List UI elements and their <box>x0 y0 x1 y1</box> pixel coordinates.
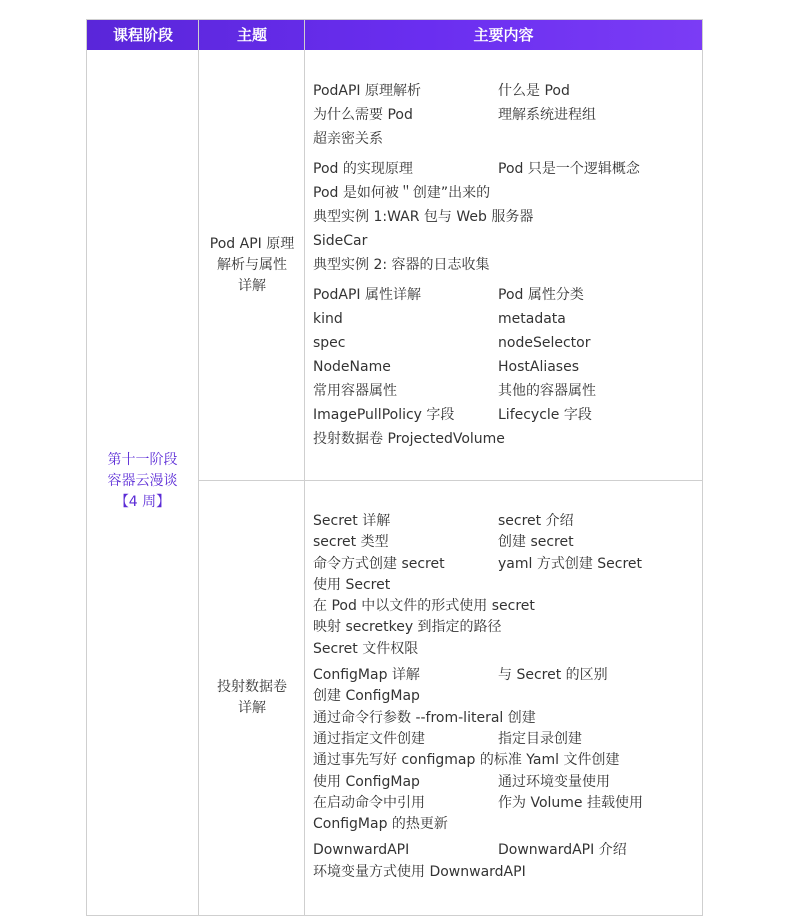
content-item: 在启动命令中引用 <box>313 794 425 811</box>
content-row <box>313 840 698 861</box>
content-row <box>313 253 698 277</box>
content-item-secondary: DownwardAPI 介绍 <box>498 842 627 859</box>
content-item-secondary: 什么是 Pod <box>498 83 570 99</box>
content-item: 命令方式创建 secret <box>313 555 445 572</box>
content-item: kind <box>313 311 343 327</box>
content-item-secondary: yaml 方式创建 Secret <box>498 555 643 572</box>
topic-line: 详解 <box>238 278 266 294</box>
column-divider-2 <box>304 20 305 915</box>
content-item: 投射数据卷 ProjectedVolume <box>313 431 505 447</box>
content-row <box>313 79 698 103</box>
content-row <box>313 403 698 427</box>
header-topic: 主题 <box>236 26 267 44</box>
topic-line: 解析与属性 <box>217 257 287 273</box>
topic-line: 投射数据卷 <box>217 679 287 695</box>
content-item-secondary: nodeSelector <box>498 335 591 351</box>
content-row <box>313 862 698 883</box>
table-header <box>87 20 702 50</box>
header-stage: 课程阶段 <box>112 26 173 44</box>
course-table <box>86 19 703 916</box>
content-item: 典型实例 1:WAR 包与 Web 服务器 <box>313 209 534 225</box>
content-item: 典型实例 2: 容器的日志收集 <box>313 257 490 273</box>
content-row <box>313 511 698 532</box>
content-row <box>313 617 698 638</box>
content-item: 常用容器属性 <box>313 383 397 399</box>
content-item-secondary: 作为 Volume 挂载使用 <box>498 794 643 811</box>
content-item: PodAPI 原理解析 <box>313 83 421 99</box>
topic-line: 详解 <box>238 700 266 716</box>
content-row <box>313 554 698 575</box>
content-item-secondary: Pod 属性分类 <box>498 287 584 303</box>
content-row <box>313 103 698 127</box>
row-divider <box>199 480 702 481</box>
content-item-secondary: HostAliases <box>498 359 580 375</box>
content-row <box>313 750 698 771</box>
content-item: Secret 文件权限 <box>313 640 419 657</box>
content-row <box>313 229 698 253</box>
content-row <box>313 596 698 617</box>
content-item: spec <box>313 335 346 351</box>
content-projected-volume <box>313 511 698 883</box>
content-row <box>313 355 698 379</box>
content-item: NodeName <box>313 359 391 375</box>
content-item: 通过事先写好 configmap 的标准 Yaml 文件创建 <box>313 752 620 769</box>
content-item-secondary: 指定目录创建 <box>498 730 582 747</box>
content-row <box>313 427 698 451</box>
content-row <box>313 181 698 205</box>
content-row <box>313 532 698 553</box>
content-item-secondary: 其他的容器属性 <box>498 383 596 399</box>
content-row <box>313 379 698 403</box>
content-item: ConfigMap 的热更新 <box>313 816 448 833</box>
topic-projected-volume <box>199 677 305 719</box>
stage-subtitle: 容器云漫谈 <box>107 473 178 489</box>
content-row <box>313 686 698 707</box>
content-item: ConfigMap 详解 <box>313 667 420 684</box>
content-row <box>313 729 698 750</box>
topic-line: Pod API 原理 <box>209 236 295 252</box>
content-row <box>313 283 698 307</box>
content-row <box>313 157 698 181</box>
content-item: 环境变量方式使用 DownwardAPI <box>313 863 526 880</box>
topic-pod-api <box>199 234 305 297</box>
content-row <box>313 127 698 151</box>
content-item-secondary: metadata <box>498 311 566 327</box>
content-item: Secret 详解 <box>313 513 391 529</box>
content-item-secondary: Pod 只是一个逻辑概念 <box>498 161 640 177</box>
content-item: 使用 Secret <box>313 576 391 593</box>
content-item: 创建 ConfigMap <box>313 688 420 705</box>
content-item-secondary: 与 Secret 的区别 <box>498 667 608 684</box>
content-item: Pod 的实现原理 <box>313 161 413 177</box>
content-row <box>313 331 698 355</box>
content-row <box>313 307 698 331</box>
header-content: 主要内容 <box>473 26 534 44</box>
content-item: SideCar <box>313 233 368 249</box>
content-item: secret 类型 <box>313 534 389 551</box>
content-item: PodAPI 属性详解 <box>313 287 421 303</box>
content-item: 在 Pod 中以文件的形式使用 secret <box>313 598 535 615</box>
content-row <box>313 814 698 835</box>
content-item-secondary: 通过环境变量使用 <box>498 773 610 790</box>
content-item-secondary: secret 介绍 <box>498 513 574 529</box>
stage-duration: 【4 周】 <box>114 494 171 510</box>
content-row <box>313 793 698 814</box>
content-item: 使用 ConfigMap <box>313 773 420 790</box>
content-row <box>313 639 698 660</box>
content-item-secondary: Lifecycle 字段 <box>498 407 592 423</box>
content-item: 超亲密关系 <box>313 131 383 147</box>
column-divider-1 <box>198 20 199 915</box>
content-item: Pod 是如何被＂创建”出来的 <box>313 185 491 201</box>
content-row <box>313 708 698 729</box>
stage-name: 第十一阶段 <box>107 452 178 468</box>
content-pod-api <box>313 79 698 451</box>
content-row <box>313 772 698 793</box>
content-item: 通过命令行参数 --from-literal 创建 <box>313 709 536 726</box>
content-row <box>313 575 698 596</box>
content-item-secondary: 理解系统进程组 <box>498 107 596 123</box>
content-row <box>313 205 698 229</box>
stage-cell <box>87 450 198 513</box>
content-item: DownwardAPI <box>313 842 410 859</box>
content-item: 为什么需要 Pod <box>313 107 413 123</box>
content-item: 映射 secretkey 到指定的路径 <box>313 619 502 636</box>
content-item: ImagePullPolicy 字段 <box>313 407 455 423</box>
content-item-secondary: 创建 secret <box>498 534 574 551</box>
content-item: 通过指定文件创建 <box>313 730 425 747</box>
content-row <box>313 665 698 686</box>
